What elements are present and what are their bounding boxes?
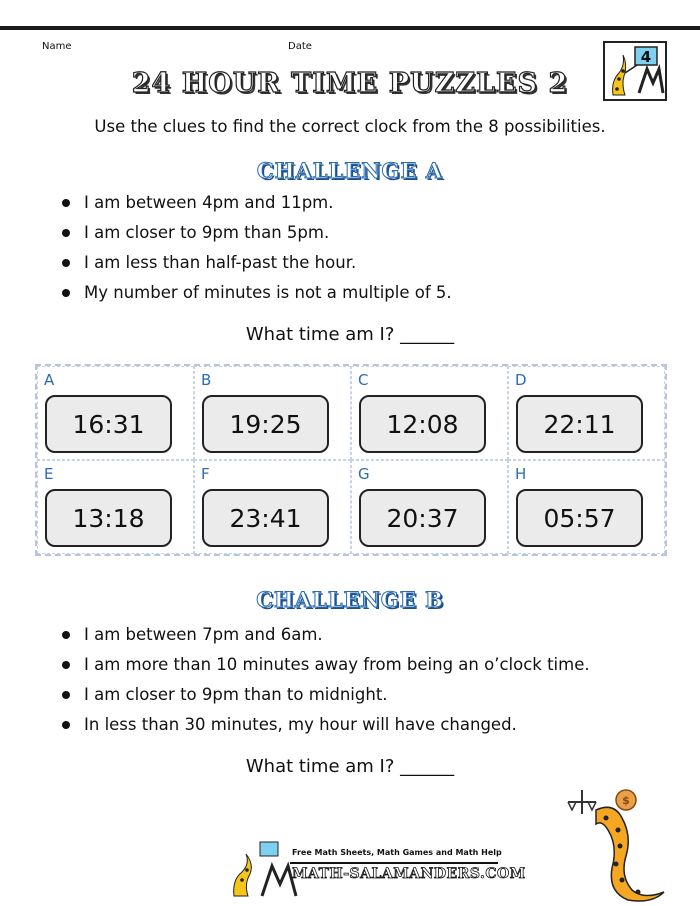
challenge-a-clues [60,188,452,308]
digital-clock: 22:11 [516,395,643,453]
clock-option-h [508,460,665,554]
bullet-icon [62,661,70,669]
digital-clock: 05:57 [516,489,643,547]
challenge-b-heading: CHALLENGE B [256,587,444,612]
option-letter: A [44,371,55,389]
clock-grid [35,364,667,556]
option-letter: B [201,371,212,389]
clue-text: I am between 4pm and 11pm. [84,193,334,212]
clock-option-a [37,366,194,460]
bullet-icon [62,259,70,267]
clock-option-c [351,366,508,460]
clue-text: I am between 7pm and 6am. [84,625,323,644]
clue-item [60,248,452,278]
clue-text: My number of minutes is not a multiple of 5. [84,283,452,302]
footer-brand: MATH-SALAMANDERS.COM [292,866,526,882]
name-label: Name [42,41,72,52]
bullet-icon [62,691,70,699]
clue-item [60,680,590,710]
clue-item [60,650,590,680]
digital-clock: 12:08 [359,395,486,453]
clue-item [60,620,590,650]
option-letter: D [515,371,527,389]
option-letter: H [515,465,527,483]
page-title: 24 HOUR TIME PUZZLES 2 [131,68,569,99]
digital-clock: 20:37 [359,489,486,547]
option-letter: C [358,371,369,389]
option-letter: G [358,465,370,483]
footer-rule [290,862,498,864]
digital-clock: 23:41 [202,489,329,547]
digital-clock: 19:25 [202,395,329,453]
clue-item [60,710,590,740]
clue-text: In less than 30 minutes, my hour will have changed. [84,715,517,734]
bullet-icon [62,721,70,729]
challenge-b-question: What time am I? ______ [245,756,455,777]
clock-option-b [194,366,351,460]
bullet-icon [62,631,70,639]
challenge-b-clues [60,620,590,740]
clock-option-d [508,366,665,460]
bullet-icon [62,199,70,207]
clue-text: I am closer to 9pm than to midnight. [84,685,388,704]
clue-item [60,188,452,218]
digital-clock: 16:31 [45,395,172,453]
clock-option-e [37,460,194,554]
option-letter: F [201,465,210,483]
footer-tagline: Free Math Sheets, Math Games and Math Help [292,848,502,857]
bullet-icon [62,229,70,237]
salamander-holding-coin-icon [566,780,676,905]
digital-clock: 13:18 [45,489,172,547]
clue-text: I am more than 10 minutes away from being an o’clock time. [84,655,590,674]
top-rule [0,26,700,30]
clue-text: I am closer to 9pm than 5pm. [84,223,330,242]
instructions: Use the clues to find the correct clock from the 8 possibilities. [94,117,606,136]
clue-item [60,278,452,308]
clue-item [60,218,452,248]
option-letter: E [44,465,54,483]
clock-option-g [351,460,508,554]
bullet-icon [62,289,70,297]
grade-number: 4 [640,48,652,66]
clue-text: I am less than half-past the hour. [84,253,357,272]
challenge-a-heading: CHALLENGE A [256,158,444,183]
challenge-a-question: What time am I? ______ [245,324,455,345]
date-label: Date [288,41,312,52]
clock-option-f [194,460,351,554]
coin-symbol: $ [622,794,630,807]
